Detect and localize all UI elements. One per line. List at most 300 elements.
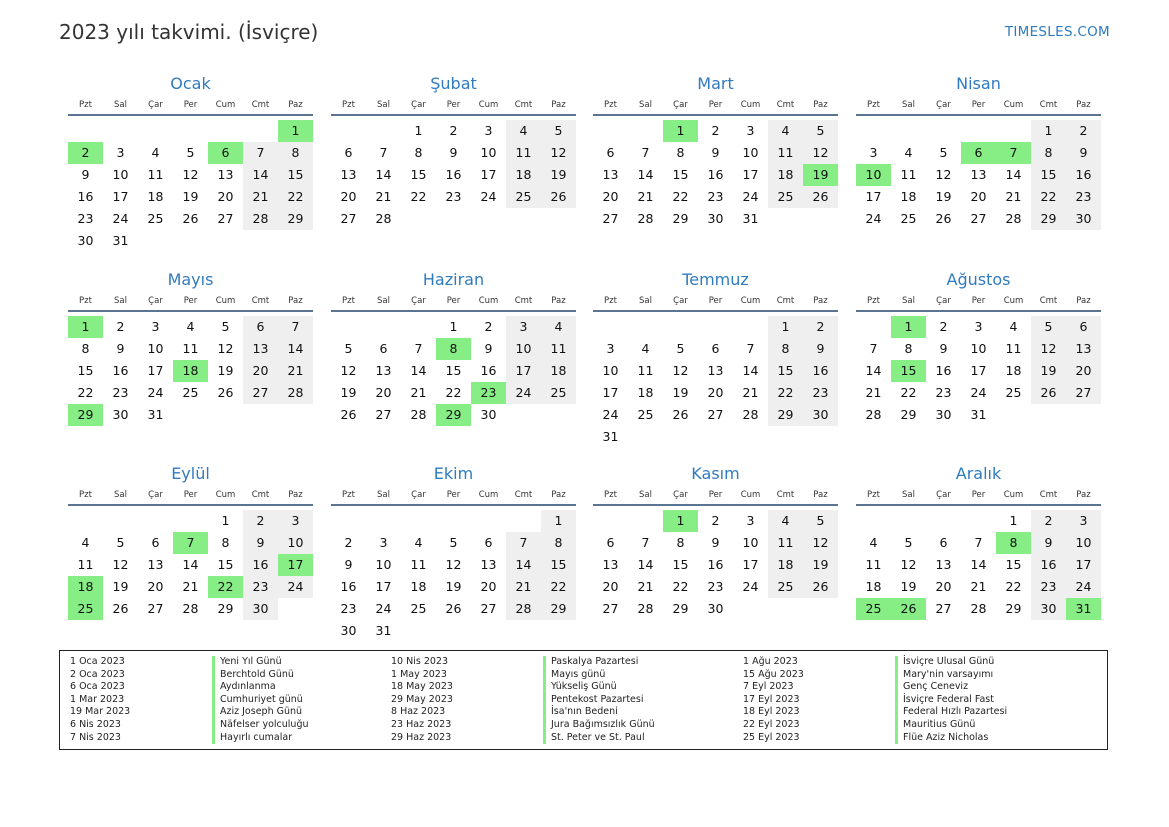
- day-cell: 25: [182, 385, 199, 400]
- day-cell: 3: [869, 145, 878, 160]
- day-cell: 17: [742, 167, 759, 182]
- day-cell: 18: [637, 385, 654, 400]
- day-cell: 12: [803, 532, 838, 554]
- day-cell: 25: [541, 382, 576, 404]
- day-cell: 7: [506, 532, 541, 554]
- day-cell: 6: [484, 535, 493, 550]
- day-cell: 18: [147, 189, 164, 204]
- holiday-day-cell: 19: [803, 164, 838, 186]
- weekday-header: Çar: [148, 296, 163, 306]
- day-cell: 21: [410, 385, 427, 400]
- month-divider: [331, 310, 576, 312]
- day-cell: 22: [410, 189, 427, 204]
- day-cell: 6: [379, 341, 388, 356]
- day-cell: 5: [186, 145, 195, 160]
- day-cell: 31: [375, 623, 392, 638]
- day-cell: 3: [151, 319, 160, 334]
- day-cell: 29: [672, 601, 689, 616]
- day-cell: 5: [221, 319, 230, 334]
- day-cell: 11: [1005, 341, 1022, 356]
- month-name: Şubat: [430, 74, 477, 93]
- day-cell: 7: [278, 316, 313, 338]
- day-cell: 11: [865, 557, 882, 572]
- day-cell: 10: [147, 341, 164, 356]
- day-cell: 9: [344, 557, 353, 572]
- day-cell: 30: [1066, 208, 1101, 230]
- weekday-header: Cum: [740, 490, 761, 500]
- day-cell: 17: [1066, 554, 1101, 576]
- day-cell: 23: [803, 382, 838, 404]
- day-cell: 2: [1031, 510, 1066, 532]
- day-cell: 24: [112, 211, 129, 226]
- day-cell: 22: [77, 385, 94, 400]
- day-cell: 26: [803, 186, 838, 208]
- day-cell: 17: [865, 189, 882, 204]
- weekday-header: Per: [446, 490, 461, 500]
- day-cell: 24: [278, 576, 313, 598]
- day-cell: 4: [151, 145, 160, 160]
- brand-link[interactable]: TIMESLES.COM: [1004, 24, 1110, 40]
- month-name: Haziran: [422, 270, 485, 289]
- weekday-header: Pzt: [79, 296, 92, 306]
- month-name: Temmuz: [682, 270, 749, 289]
- day-cell: 25: [900, 211, 917, 226]
- day-cell: 13: [375, 363, 392, 378]
- day-cell: 26: [541, 186, 576, 208]
- day-cell: 22: [1005, 579, 1022, 594]
- day-cell: 19: [1031, 360, 1066, 382]
- day-cell: 15: [77, 363, 94, 378]
- day-cell: 16: [243, 554, 278, 576]
- day-cell: 28: [865, 407, 882, 422]
- holiday-day-cell: 25: [856, 598, 891, 620]
- day-cell: 20: [243, 360, 278, 382]
- day-cell: 10: [742, 535, 759, 550]
- day-cell: 30: [707, 211, 724, 226]
- weekday-header: Cum: [1003, 100, 1024, 110]
- day-cell: 17: [602, 385, 619, 400]
- month-name: Mart: [697, 74, 734, 93]
- day-cell: 3: [116, 145, 125, 160]
- day-cell: 20: [602, 579, 619, 594]
- holiday-list: [59, 650, 1108, 750]
- day-cell: 2: [484, 319, 493, 334]
- month-name: Aralık: [955, 464, 1002, 483]
- holiday-name: Cumhuriyet günü: [212, 694, 309, 707]
- day-cell: 9: [1066, 142, 1101, 164]
- day-cell: 21: [637, 579, 654, 594]
- day-cell: 9: [939, 341, 948, 356]
- day-cell: 24: [742, 189, 759, 204]
- day-cell: 23: [1066, 186, 1101, 208]
- month-name: Ekim: [433, 464, 474, 483]
- weekday-header: Pzt: [867, 296, 880, 306]
- day-cell: 13: [602, 167, 619, 182]
- weekday-header: Sal: [639, 490, 652, 500]
- month-divider: [593, 114, 838, 116]
- day-cell: 10: [480, 145, 497, 160]
- holiday-date: 1 May 2023: [391, 668, 447, 680]
- holiday-name: İsa'nın Bedeni: [543, 706, 655, 719]
- day-cell: 16: [707, 557, 724, 572]
- month-name: Ağustos: [946, 270, 1011, 289]
- holiday-date: 18 May 2023: [391, 681, 453, 693]
- holiday-day-cell: 18: [68, 576, 103, 598]
- weekday-header: Cmt: [1039, 100, 1058, 110]
- holiday-day-cell: 7: [173, 532, 208, 554]
- day-cell: 9: [1031, 532, 1066, 554]
- day-cell: 7: [379, 145, 388, 160]
- weekday-header: Paz: [288, 296, 303, 306]
- day-cell: 26: [340, 407, 357, 422]
- day-cell: 9: [711, 145, 720, 160]
- weekday-header: Cum: [215, 296, 236, 306]
- day-cell: 11: [900, 167, 917, 182]
- day-cell: 6: [1066, 316, 1101, 338]
- day-cell: 14: [637, 167, 654, 182]
- holiday-date: 6 Nis 2023: [70, 718, 121, 730]
- holiday-date: 29 May 2023: [391, 693, 453, 705]
- day-cell: 4: [904, 145, 913, 160]
- month-name: Nisan: [956, 74, 1001, 93]
- day-cell: 2: [1066, 120, 1101, 142]
- day-cell: 22: [445, 385, 462, 400]
- day-cell: 8: [1031, 142, 1066, 164]
- weekday-header: Cmt: [514, 490, 533, 500]
- holiday-date: 7 Eyl 2023: [743, 681, 794, 693]
- weekday-header: Çar: [936, 296, 951, 306]
- holiday-name: Paskalya Pazartesi: [543, 656, 655, 669]
- day-cell: 19: [935, 189, 952, 204]
- holiday-day-cell: 2: [68, 142, 103, 164]
- holiday-date: 19 Mar 2023: [70, 706, 131, 718]
- weekday-header: Sal: [902, 296, 915, 306]
- day-cell: 30: [480, 407, 497, 422]
- day-cell: 6: [939, 535, 948, 550]
- weekday-header: Cmt: [776, 296, 795, 306]
- weekday-header: Pzt: [79, 490, 92, 500]
- day-cell: 28: [637, 211, 654, 226]
- day-cell: 28: [278, 382, 313, 404]
- day-cell: 31: [602, 429, 619, 444]
- day-cell: 11: [768, 142, 803, 164]
- day-cell: 17: [506, 360, 541, 382]
- day-cell: 22: [900, 385, 917, 400]
- weekday-header: Çar: [936, 490, 951, 500]
- month-divider: [68, 504, 313, 506]
- day-cell: 2: [711, 513, 720, 528]
- day-cell: 19: [445, 579, 462, 594]
- day-cell: 2: [344, 535, 353, 550]
- weekday-header: Per: [708, 100, 723, 110]
- day-cell: 23: [935, 385, 952, 400]
- day-cell: 24: [506, 382, 541, 404]
- weekday-header: Cum: [1003, 490, 1024, 500]
- month-name: Eylül: [171, 464, 210, 483]
- day-cell: 28: [637, 601, 654, 616]
- day-cell: 23: [1031, 576, 1066, 598]
- weekday-header: Cmt: [776, 490, 795, 500]
- holiday-name: Yükseliş Günü: [543, 681, 655, 694]
- day-cell: 16: [445, 167, 462, 182]
- day-cell: 2: [116, 319, 125, 334]
- day-cell: 13: [340, 167, 357, 182]
- day-cell: 3: [278, 510, 313, 532]
- holiday-date: 6 Oca 2023: [70, 681, 125, 693]
- weekday-header: Paz: [1076, 296, 1091, 306]
- day-cell: 30: [707, 601, 724, 616]
- day-cell: 31: [112, 233, 129, 248]
- holiday-date: 2 Oca 2023: [70, 668, 125, 680]
- day-cell: 16: [1066, 164, 1101, 186]
- day-cell: 11: [410, 557, 427, 572]
- day-cell: 4: [541, 316, 576, 338]
- day-cell: 10: [970, 341, 987, 356]
- day-cell: 15: [445, 363, 462, 378]
- day-cell: 9: [711, 535, 720, 550]
- holiday-name: İsviçre Federal Fast: [895, 694, 1007, 707]
- day-cell: 26: [217, 385, 234, 400]
- day-cell: 9: [449, 145, 458, 160]
- holiday-names-column: [212, 656, 309, 744]
- day-cell: 27: [935, 601, 952, 616]
- day-cell: 6: [243, 316, 278, 338]
- holiday-name: Aydınlanma: [212, 681, 309, 694]
- day-cell: 4: [768, 120, 803, 142]
- weekday-header: Per: [971, 296, 986, 306]
- day-cell: 23: [445, 189, 462, 204]
- weekday-header: Per: [708, 490, 723, 500]
- day-cell: 20: [602, 189, 619, 204]
- day-cell: 10: [506, 338, 541, 360]
- day-cell: 27: [970, 211, 987, 226]
- day-cell: 5: [344, 341, 353, 356]
- day-cell: 12: [803, 142, 838, 164]
- day-cell: 27: [243, 382, 278, 404]
- day-cell: 17: [480, 167, 497, 182]
- day-cell: 25: [637, 407, 654, 422]
- weekday-header: Çar: [673, 296, 688, 306]
- day-cell: 26: [672, 407, 689, 422]
- day-cell: 29: [217, 601, 234, 616]
- month-divider: [68, 310, 313, 312]
- day-cell: 27: [602, 211, 619, 226]
- month-divider: [331, 504, 576, 506]
- day-cell: 6: [151, 535, 160, 550]
- holiday-dates-column: [391, 656, 453, 744]
- day-cell: 19: [217, 363, 234, 378]
- day-cell: 14: [375, 167, 392, 182]
- day-cell: 10: [112, 167, 129, 182]
- weekday-header: Per: [183, 100, 198, 110]
- day-cell: 10: [1066, 532, 1101, 554]
- day-cell: 5: [803, 120, 838, 142]
- day-cell: 23: [77, 211, 94, 226]
- holiday-day-cell: 7: [996, 142, 1031, 164]
- day-cell: 10: [375, 557, 392, 572]
- holiday-day-cell: 29: [68, 404, 103, 426]
- weekday-header: Sal: [902, 100, 915, 110]
- weekday-header: Cum: [740, 296, 761, 306]
- day-cell: 22: [278, 186, 313, 208]
- day-cell: 2: [939, 319, 948, 334]
- day-cell: 8: [541, 532, 576, 554]
- day-cell: 1: [541, 510, 576, 532]
- day-cell: 29: [900, 407, 917, 422]
- day-cell: 30: [803, 404, 838, 426]
- weekday-header: Pzt: [342, 296, 355, 306]
- day-cell: 23: [707, 189, 724, 204]
- weekday-header: Paz: [1076, 490, 1091, 500]
- weekday-header: Pzt: [604, 490, 617, 500]
- day-cell: 29: [768, 404, 803, 426]
- day-cell: 18: [541, 360, 576, 382]
- day-cell: 13: [243, 338, 278, 360]
- weekday-header: Çar: [148, 100, 163, 110]
- weekday-header: Pzt: [342, 100, 355, 110]
- weekday-header: Per: [183, 296, 198, 306]
- day-cell: 28: [742, 407, 759, 422]
- day-cell: 13: [1066, 338, 1101, 360]
- day-cell: 2: [449, 123, 458, 138]
- weekday-header: Pzt: [867, 490, 880, 500]
- day-cell: 22: [672, 579, 689, 594]
- day-cell: 21: [742, 385, 759, 400]
- day-cell: 5: [939, 145, 948, 160]
- day-cell: 31: [970, 407, 987, 422]
- day-cell: 23: [112, 385, 129, 400]
- day-cell: 25: [768, 576, 803, 598]
- month-name: Mayıs: [167, 270, 214, 289]
- holiday-dates-column: [743, 656, 804, 744]
- day-cell: 26: [445, 601, 462, 616]
- day-cell: 3: [379, 535, 388, 550]
- day-cell: 6: [606, 145, 615, 160]
- day-cell: 18: [410, 579, 427, 594]
- day-cell: 25: [410, 601, 427, 616]
- day-cell: 2: [711, 123, 720, 138]
- holiday-day-cell: 8: [436, 338, 471, 360]
- day-cell: 19: [541, 164, 576, 186]
- holiday-name: Näfelser yolculuğu: [212, 719, 309, 732]
- day-cell: 24: [865, 211, 882, 226]
- day-cell: 3: [606, 341, 615, 356]
- day-cell: 7: [746, 341, 755, 356]
- day-cell: 26: [112, 601, 129, 616]
- day-cell: 16: [1031, 554, 1066, 576]
- day-cell: 18: [900, 189, 917, 204]
- day-cell: 8: [81, 341, 90, 356]
- day-cell: 9: [81, 167, 90, 182]
- holiday-day-cell: 6: [208, 142, 243, 164]
- holiday-day-cell: 26: [891, 598, 926, 620]
- day-cell: 7: [414, 341, 423, 356]
- holiday-name: Hayırlı cumalar: [212, 732, 309, 745]
- holiday-date: 7 Nis 2023: [70, 731, 121, 743]
- weekday-header: Paz: [551, 100, 566, 110]
- day-cell: 2: [243, 510, 278, 532]
- day-cell: 10: [742, 145, 759, 160]
- day-cell: 19: [900, 579, 917, 594]
- holiday-date: 23 Haz 2023: [391, 718, 452, 730]
- weekday-header: Cum: [478, 490, 499, 500]
- day-cell: 16: [707, 167, 724, 182]
- day-cell: 12: [672, 363, 689, 378]
- weekday-header: Sal: [639, 296, 652, 306]
- day-cell: 30: [243, 598, 278, 620]
- day-cell: 20: [480, 579, 497, 594]
- day-cell: 30: [1031, 598, 1066, 620]
- month-divider: [593, 504, 838, 506]
- day-cell: 16: [803, 360, 838, 382]
- day-cell: 13: [970, 167, 987, 182]
- day-cell: 27: [707, 407, 724, 422]
- holiday-name: Pentekost Pazartesi: [543, 694, 655, 707]
- day-cell: 28: [243, 208, 278, 230]
- holiday-date: 10 Nis 2023: [391, 656, 448, 667]
- day-cell: 14: [1005, 167, 1022, 182]
- day-cell: 12: [935, 167, 952, 182]
- day-cell: 16: [112, 363, 129, 378]
- day-cell: 3: [746, 123, 755, 138]
- holiday-name: Mary'nin varsayımı: [895, 669, 1007, 682]
- day-cell: 12: [340, 363, 357, 378]
- day-cell: 21: [375, 189, 392, 204]
- weekday-header: Çar: [148, 490, 163, 500]
- day-cell: 6: [606, 535, 615, 550]
- holiday-name: Yeni Yıl Günü: [212, 656, 309, 669]
- day-cell: 4: [506, 120, 541, 142]
- day-cell: 17: [112, 189, 129, 204]
- day-cell: 13: [480, 557, 497, 572]
- day-cell: 28: [410, 407, 427, 422]
- weekday-header: Paz: [288, 100, 303, 110]
- day-cell: 2: [803, 316, 838, 338]
- day-cell: 1: [1031, 120, 1066, 142]
- weekday-header: Çar: [411, 296, 426, 306]
- day-cell: 5: [904, 535, 913, 550]
- day-cell: 20: [217, 189, 234, 204]
- weekday-header: Sal: [377, 490, 390, 500]
- day-cell: 15: [541, 554, 576, 576]
- holiday-day-cell: 18: [173, 360, 208, 382]
- day-cell: 26: [182, 211, 199, 226]
- weekday-header: Sal: [902, 490, 915, 500]
- month-divider: [68, 114, 313, 116]
- holiday-day-cell: 25: [68, 598, 103, 620]
- day-cell: 14: [278, 338, 313, 360]
- day-cell: 18: [1005, 363, 1022, 378]
- day-cell: 1: [449, 319, 458, 334]
- day-cell: 12: [900, 557, 917, 572]
- day-cell: 20: [970, 189, 987, 204]
- weekday-header: Paz: [813, 296, 828, 306]
- holiday-name: Mauritius Günü: [895, 719, 1007, 732]
- month-divider: [331, 114, 576, 116]
- day-cell: 22: [1031, 186, 1066, 208]
- weekday-header: Sal: [114, 490, 127, 500]
- weekday-header: Cum: [478, 296, 499, 306]
- day-cell: 28: [506, 598, 541, 620]
- weekday-header: Cmt: [514, 100, 533, 110]
- day-cell: 8: [414, 145, 423, 160]
- weekday-header: Cum: [215, 100, 236, 110]
- day-cell: 21: [865, 385, 882, 400]
- day-cell: 4: [768, 510, 803, 532]
- day-cell: 27: [340, 211, 357, 226]
- weekday-header: Çar: [673, 100, 688, 110]
- day-cell: 24: [147, 385, 164, 400]
